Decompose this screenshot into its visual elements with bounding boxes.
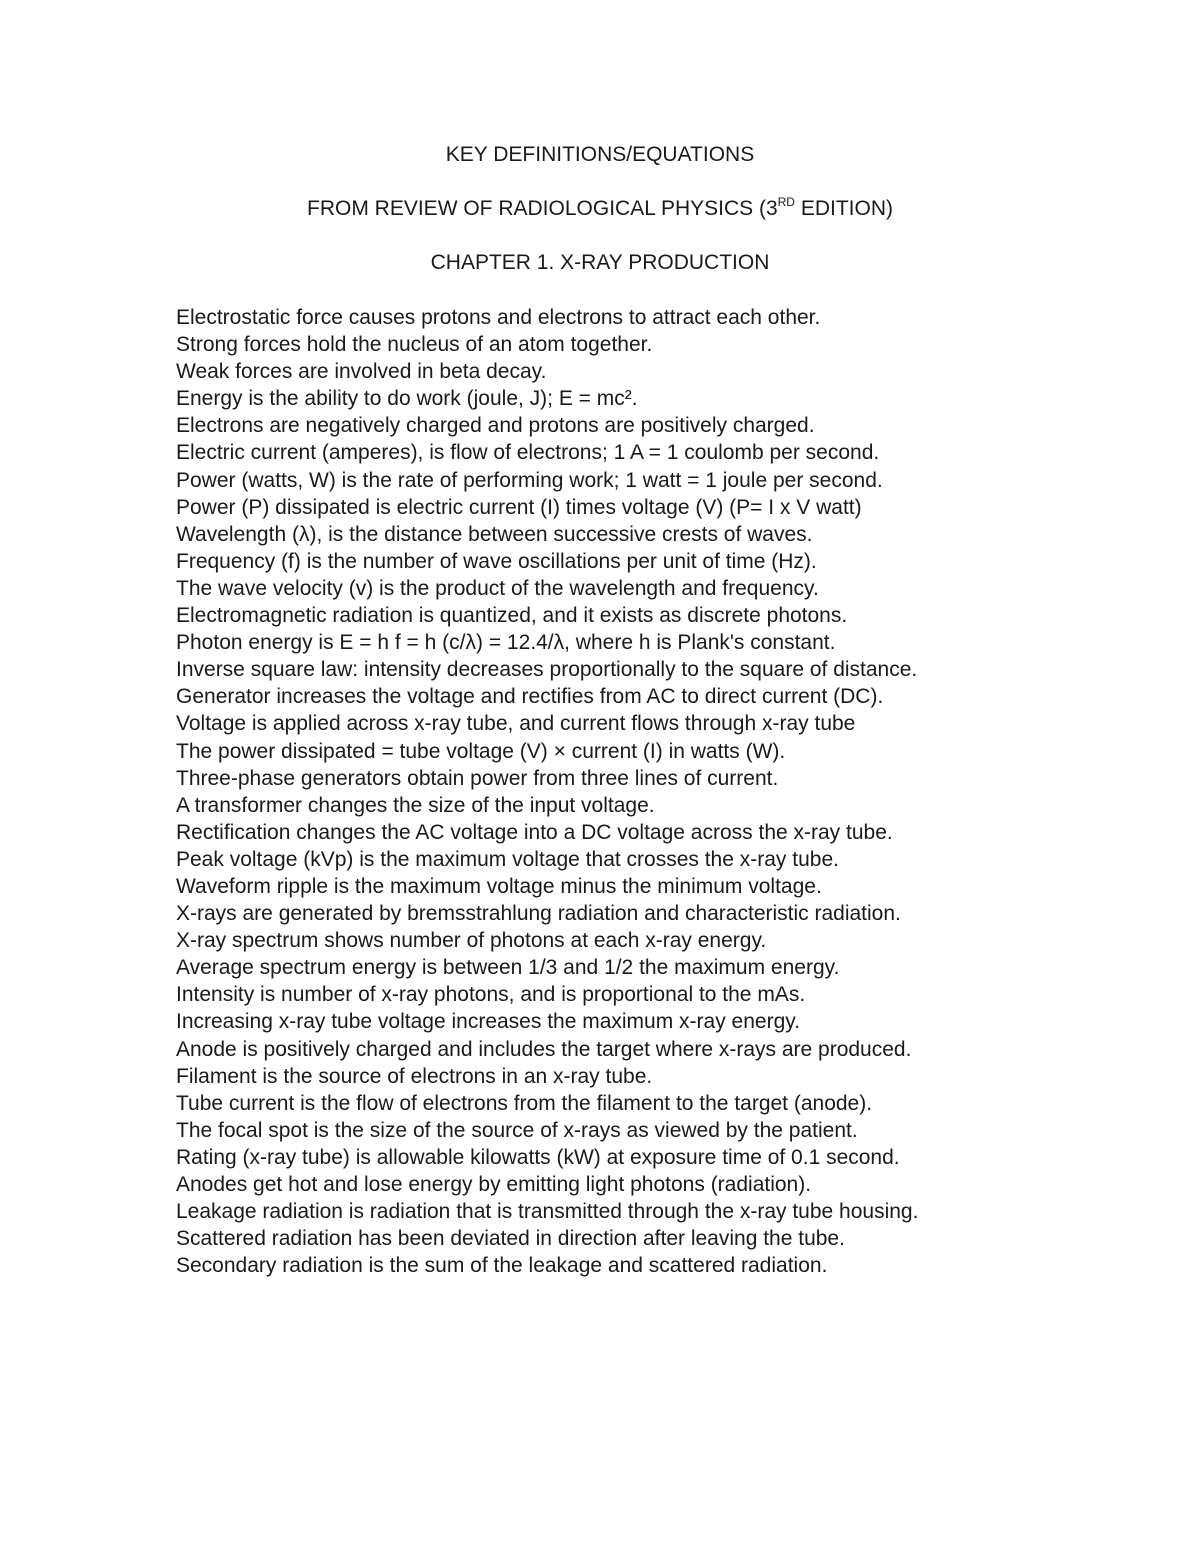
- definition-line: Weak forces are involved in beta decay.: [176, 360, 547, 384]
- definition-line: Rectification changes the AC voltage into a DC voltage across the x-ray tube.: [176, 820, 893, 844]
- definition-line: A transformer changes the size of the input voltage.: [176, 793, 655, 817]
- definition-line: The focal spot is the size of the source of x-rays as viewed by the patient.: [176, 1118, 858, 1142]
- definition-line: Generator increases the voltage and rectifies from AC to direct current (DC).: [176, 685, 884, 709]
- definition-line: Power (P) dissipated is electric current (I) times voltage (V) (P= I x V watt): [176, 495, 862, 519]
- definition-line: Wavelength (λ), is the distance between successive crests of waves.: [176, 522, 813, 546]
- definition-line: The wave velocity (v) is the product of the wavelength and frequency.: [176, 576, 819, 600]
- definition-line: Electrons are negatively charged and protons are positively charged.: [176, 414, 815, 438]
- definition-line: Rating (x-ray tube) is allowable kilowatts (kW) at exposure time of 0.1 second.: [176, 1145, 900, 1169]
- definition-line: The power dissipated = tube voltage (V) × current (I) in watts (W).: [176, 739, 786, 763]
- definition-line: Waveform ripple is the maximum voltage minus the minimum voltage.: [176, 874, 822, 898]
- definition-line: Electromagnetic radiation is quantized, and it exists as discrete photons.: [176, 604, 848, 628]
- definition-line: Anodes get hot and lose energy by emitting light photons (radiation).: [176, 1173, 812, 1196]
- definition-line: Increasing x-ray tube voltage increases the maximum x-ray energy.: [176, 1010, 801, 1034]
- definition-line: Anode is positively charged and includes the target where x-rays are produced.: [176, 1037, 912, 1061]
- definition-line: X-ray spectrum shows number of photons at each x-ray energy.: [176, 929, 767, 953]
- definition-line: Electrostatic force causes protons and electrons to attract each other.: [176, 306, 821, 329]
- definition-line: Filament is the source of electrons in an x-ray tube.: [176, 1064, 653, 1088]
- definition-line: Average spectrum energy is between 1/3 and 1/2 the maximum energy.: [176, 956, 840, 980]
- definition-line: Leakage radiation is radiation that is transmitted through the x-ray tube housing.: [176, 1200, 919, 1224]
- definition-line: Inverse square law: intensity decreases proportionally to the square of distance.: [176, 658, 918, 682]
- document-title: KEY DEFINITIONS/EQUATIONS: [445, 143, 755, 166]
- definition-line: Frequency (f) is the number of wave oscillations per unit of time (Hz).: [176, 549, 817, 573]
- definition-line: Electric current (amperes), is flow of electrons; 1 A = 1 coulomb per second.: [176, 441, 880, 465]
- subtitle-text-end: EDITION): [794, 197, 893, 220]
- definition-line: Tube current is the flow of electrons from the filament to the target (anode).: [176, 1091, 873, 1115]
- document-subtitle: [0, 196, 1200, 222]
- definitions-list: [176, 304, 1076, 1279]
- definition-line: Secondary radiation is the sum of the leakage and scattered radiation.: [176, 1254, 828, 1278]
- definition-line: Intensity is number of x-ray photons, and is proportional to the mAs.: [176, 983, 806, 1007]
- definition-line: Photon energy is E = h f = h (c/λ) = 12.4/λ, where h is Plank's constant.: [176, 631, 836, 655]
- subtitle-superscript: RD: [777, 195, 795, 209]
- definition-line: Energy is the ability to do work (joule, J); E = mc².: [176, 387, 638, 411]
- subtitle-text: FROM REVIEW OF RADIOLOGICAL PHYSICS (3: [307, 197, 778, 220]
- definition-line: Power (watts, W) is the rate of performing work; 1 watt = 1 joule per second.: [176, 468, 883, 492]
- definition-line: Strong forces hold the nucleus of an atom together.: [176, 333, 653, 357]
- chapter-heading: CHAPTER 1. X-RAY PRODUCTION: [430, 251, 770, 274]
- definition-line: X-rays are generated by bremsstrahlung radiation and characteristic radiation.: [176, 902, 901, 926]
- definition-line: Scattered radiation has been deviated in direction after leaving the tube.: [176, 1227, 845, 1251]
- definition-line: Voltage is applied across x-ray tube, and current flows through x-ray tube: [176, 712, 856, 736]
- definition-line: Peak voltage (kVp) is the maximum voltage that crosses the x-ray tube.: [176, 847, 839, 871]
- definition-line: Three-phase generators obtain power from three lines of current.: [176, 766, 779, 790]
